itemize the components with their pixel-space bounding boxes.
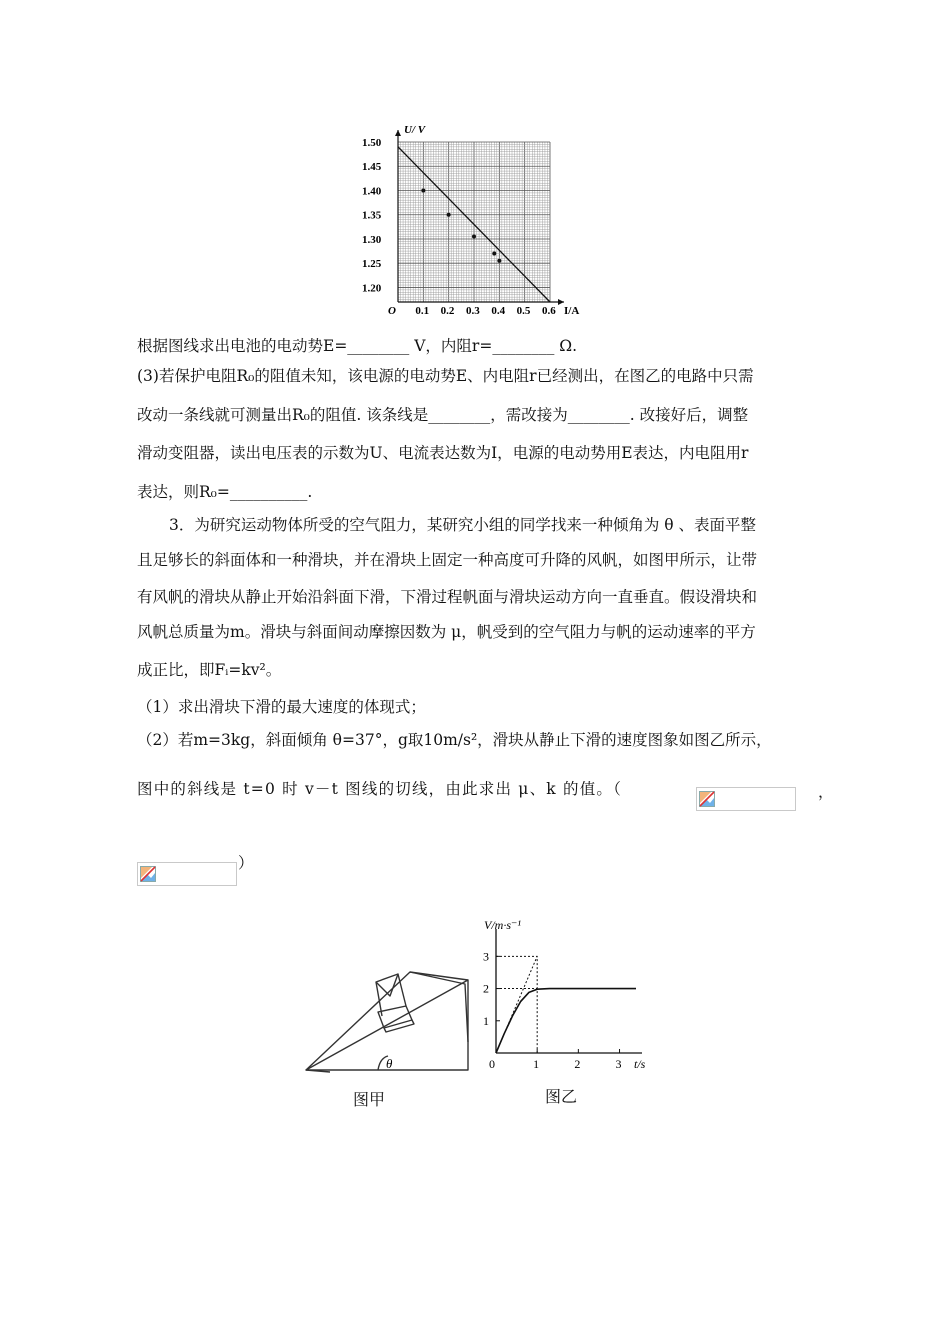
q3-sub1: （1）求出滑块下滑的最大速度的体现式； [137,698,426,716]
q-part3-line1: (3)若保护电阻R₀的阻值未知，该电源的电动势E、内电阻r已经测出，在图乙的电路中只需 [137,367,754,385]
ui-chart-origin: O [388,305,396,317]
data-point [497,259,501,263]
broken-image-1 [696,787,796,811]
ui-chart-xlabel: I/A [564,305,580,317]
ui-chart [360,118,600,323]
data-point [447,213,451,217]
x-tick-label: 0.3 [466,305,480,317]
y-tick-label: 1.25 [362,258,382,271]
x-tick-label: 0.6 [542,305,556,317]
vt-chart-origin: 0 [489,1057,495,1071]
q3-line3: 有风帆的滑块从静止开始沿斜面下滑，下滑过程帆面与滑块运动方向一直垂直。假设滑块和 [137,588,758,606]
fig-yi-caption: 图乙 [545,1087,578,1106]
q-part3-line3: 滑动变阻器，读出电压表的示数为U、电流表达数为I，电源的电动势用E表达，内电阻用r [137,444,749,462]
x-tick-label: 3 [615,1057,622,1071]
close-paren: ） [238,854,254,872]
theta-label: θ [386,1056,393,1071]
vt-curve [496,989,636,1053]
x-tick-label: 0.5 [516,305,531,317]
y-tick-label: 1.40 [362,185,382,198]
vt-chart-xlabel: t/s [634,1057,646,1071]
x-tick-label: 0.2 [440,305,455,317]
q-part3-line2: 改动一条线就可测量出R₀的阻值. 该条线是________，需改接为________. 改接好后，调整 [137,406,749,424]
broken-image-2 [137,862,237,886]
answer-line-emf: 根据图线求出电池的电动势E=________ V，内阻r=________ Ω. [137,337,578,355]
y-axis-arrow [395,130,401,136]
y-tick-label: 1.20 [362,282,382,295]
comma: ， [818,783,834,801]
vt-chart [470,915,650,1075]
x-tick-label: 0.4 [491,305,506,317]
data-point [492,252,496,256]
data-point [421,188,425,192]
x-tick-label: 1 [533,1057,540,1071]
y-tick-label: 1.35 [362,209,382,222]
x-tick-label: 0.1 [415,305,430,317]
slider-block [378,1006,412,1028]
vt-chart-marks [483,929,642,1071]
y-tick-label: 1.50 [362,137,382,149]
q3-line2: 且足够长的斜面体和一种滑块，并在滑块上固定一种高度可升降的风帆，如图甲所示，让带 [137,551,758,569]
data-point [472,235,476,239]
x-tick-label: 2 [574,1057,581,1071]
y-tick-label: 1.30 [362,233,382,246]
q3-line1: 3．为研究运动物体所受的空气阻力，某研究小组的同学找来一种倾角为 θ 、表面平整 [169,516,757,534]
y-tick-label: 2 [483,981,489,996]
q3-sub2: （2）若m=3kg，斜面倾角 θ=37°，g取10m/s²，滑块从静止下滑的速度图象如图乙所示， [137,731,772,749]
q3-line4: 风帆总质量为m。滑块与斜面间动摩擦因数为 μ，帆受到的空气阻力与帆的运动速率的平方 [137,623,756,641]
fig-incline [300,960,480,1080]
vt-chart-ylabel: V/m·s⁻¹ [484,918,521,932]
fig-jia-caption: 图甲 [353,1090,386,1109]
ui-chart-ylabel: U/ V [404,124,426,136]
y-tick-label: 3 [483,949,489,964]
q-part3-line4: 表达，则R₀=__________. [137,483,313,501]
ui-chart-marks [362,130,564,317]
q3-sub2b: 图中的斜线是 t=0 时 v－t 图线的切线，由此求出 μ、k 的值。（ [137,780,623,798]
y-tick-label: 1.45 [362,161,382,174]
broken-image-icon [699,791,715,807]
q3-line5: 成正比，即Fᵢ=kv²。 [137,661,282,679]
broken-image-icon [140,866,156,882]
y-tick-label: 1 [483,1013,489,1028]
